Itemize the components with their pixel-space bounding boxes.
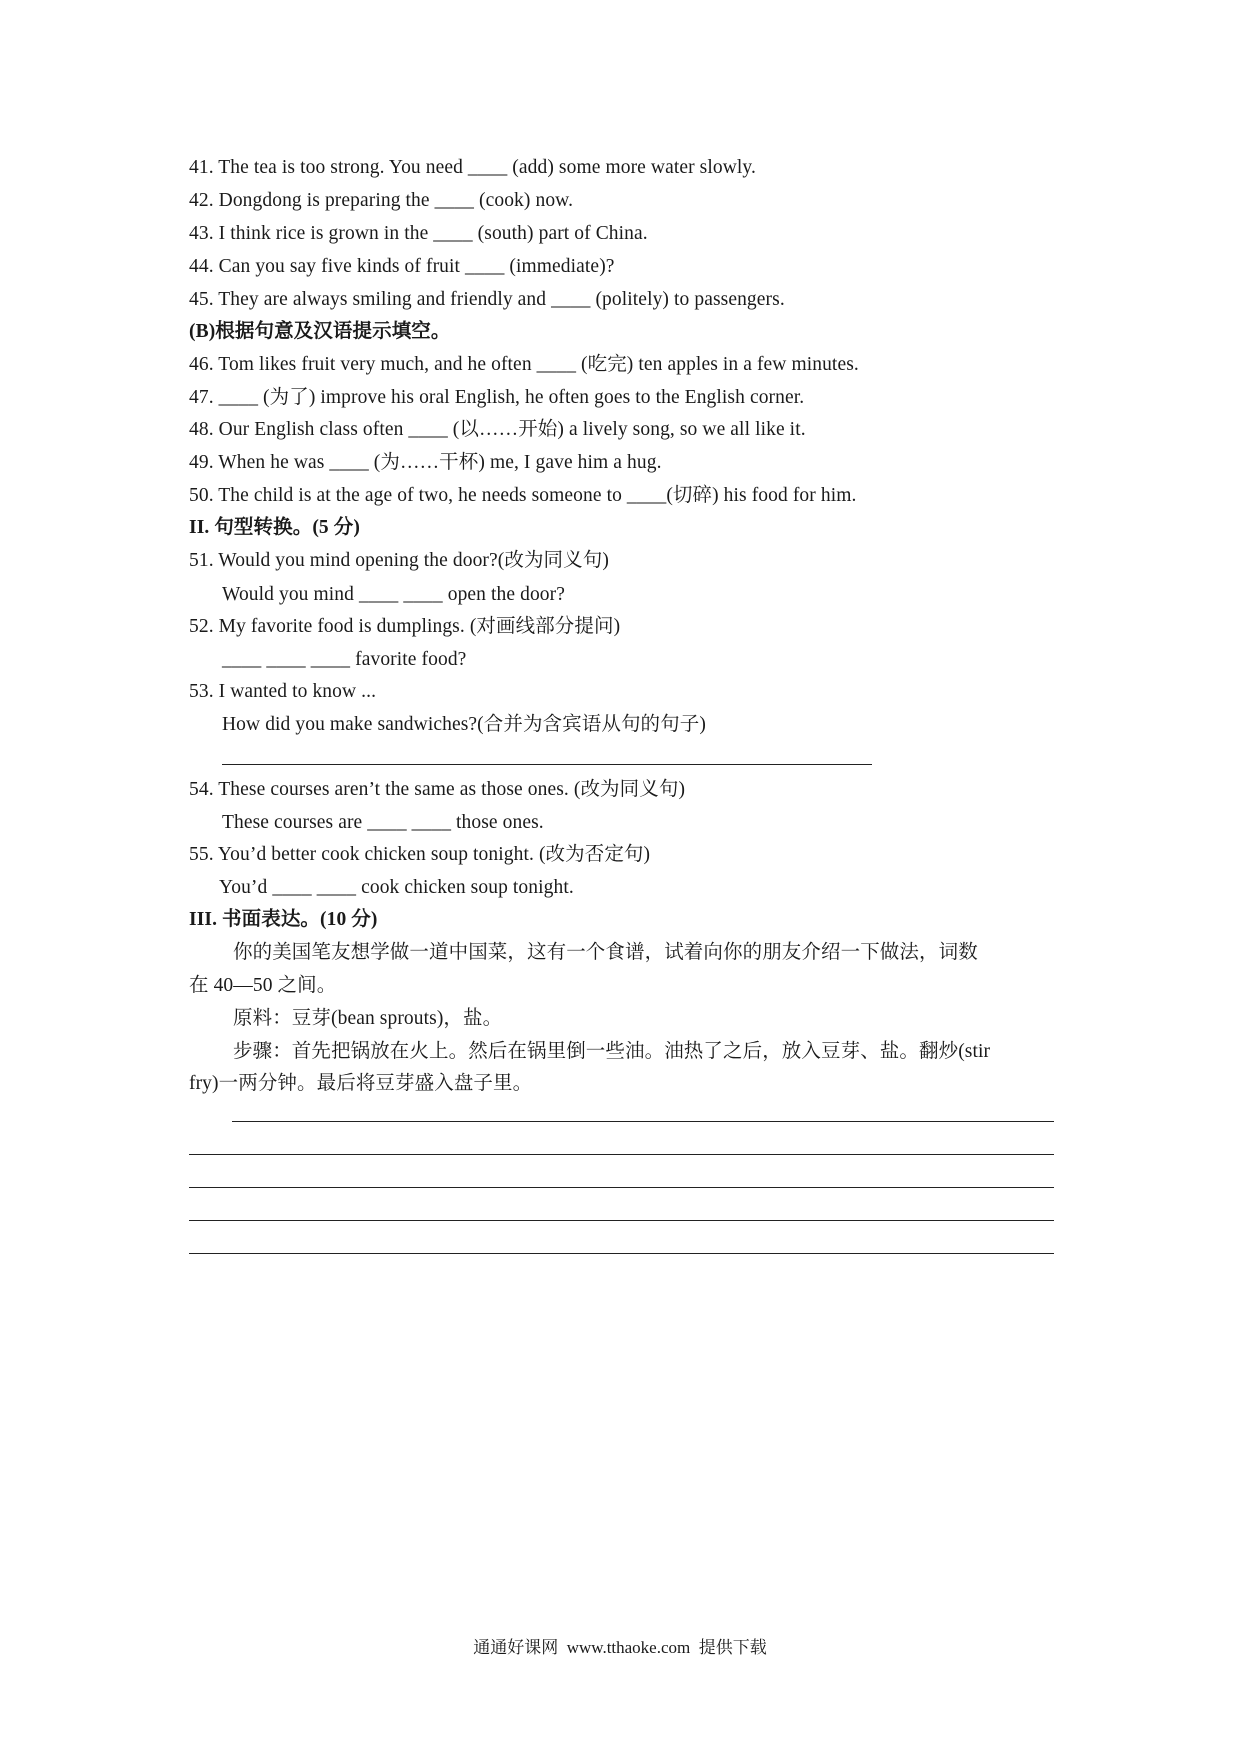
question-41: 41. The tea is too strong. You need ____ (add) some more water slowly. xyxy=(189,157,756,178)
question-51: 51. Would you mind opening the door?(改为同义句) xyxy=(189,550,609,571)
writing-prompt-line-1: 你的美国笔友想学做一道中国菜，这有一个食谱，试着向你的朋友介绍一下做法，词数 xyxy=(233,942,978,963)
question-52-answer: ____ ____ ____ favorite food? xyxy=(222,649,467,670)
writing-line-1 xyxy=(232,1121,1054,1122)
steps-line-2: fry)一两分钟。最后将豆芽盛入盘子里。 xyxy=(189,1073,533,1094)
page-footer: 通通好课网 www.tthaoke.com 提供下载 xyxy=(473,1638,767,1657)
section-2-heading: II. 句型转换。(5 分) xyxy=(189,517,360,538)
question-43: 43. I think rice is grown in the ____ (south) part of China. xyxy=(189,223,648,244)
answer-line-53 xyxy=(222,764,872,765)
writing-line-2 xyxy=(189,1154,1054,1155)
writing-line-4 xyxy=(189,1220,1054,1221)
writing-line-3 xyxy=(189,1187,1054,1188)
steps-line-1: 步骤：首先把锅放在火上。然后在锅里倒一些油。油热了之后，放入豆芽、盐。翻炒(stir xyxy=(233,1041,991,1062)
question-54-answer: These courses are ____ ____ those ones. xyxy=(222,812,544,833)
section-b-heading: (B)根据句意及汉语提示填空。 xyxy=(189,321,451,342)
question-46: 46. Tom likes fruit very much, and he often ____ (吃完) ten apples in a few minutes. xyxy=(189,354,859,375)
question-44: 44. Can you say five kinds of fruit ____ (immediate)? xyxy=(189,256,615,277)
question-55: 55. You’d better cook chicken soup tonight. (改为否定句) xyxy=(189,844,651,865)
writing-line-5 xyxy=(189,1253,1054,1254)
writing-prompt-line-2: 在 40—50 之间。 xyxy=(189,975,337,996)
section-3-heading: III. 书面表达。(10 分) xyxy=(189,909,378,930)
question-54: 54. These courses aren’t the same as those ones. (改为同义句) xyxy=(189,779,686,800)
question-51-answer: Would you mind ____ ____ open the door? xyxy=(222,584,565,605)
question-47: 47. ____ (为了) improve his oral English, he often goes to the English corner. xyxy=(189,387,805,408)
question-48: 48. Our English class often ____ (以……开始) a lively song, so we all like it. xyxy=(189,419,806,440)
question-50: 50. The child is at the age of two, he needs someone to ____(切碎) his food for him. xyxy=(189,485,857,506)
question-52: 52. My favorite food is dumplings. (对画线部分提问) xyxy=(189,616,621,637)
question-55-answer: You’d ____ ____ cook chicken soup tonight. xyxy=(219,877,574,898)
question-45: 45. They are always smiling and friendly and ____ (politely) to passengers. xyxy=(189,289,785,310)
question-53-sub: How did you make sandwiches?(合并为含宾语从句的句子) xyxy=(222,714,706,735)
question-42: 42. Dongdong is preparing the ____ (cook) now. xyxy=(189,190,574,211)
ingredients: 原料：豆芽(bean sprouts)，盐。 xyxy=(233,1008,503,1029)
question-53: 53. I wanted to know ... xyxy=(189,681,377,702)
question-49: 49. When he was ____ (为……干杯) me, I gave him a hug. xyxy=(189,452,662,473)
